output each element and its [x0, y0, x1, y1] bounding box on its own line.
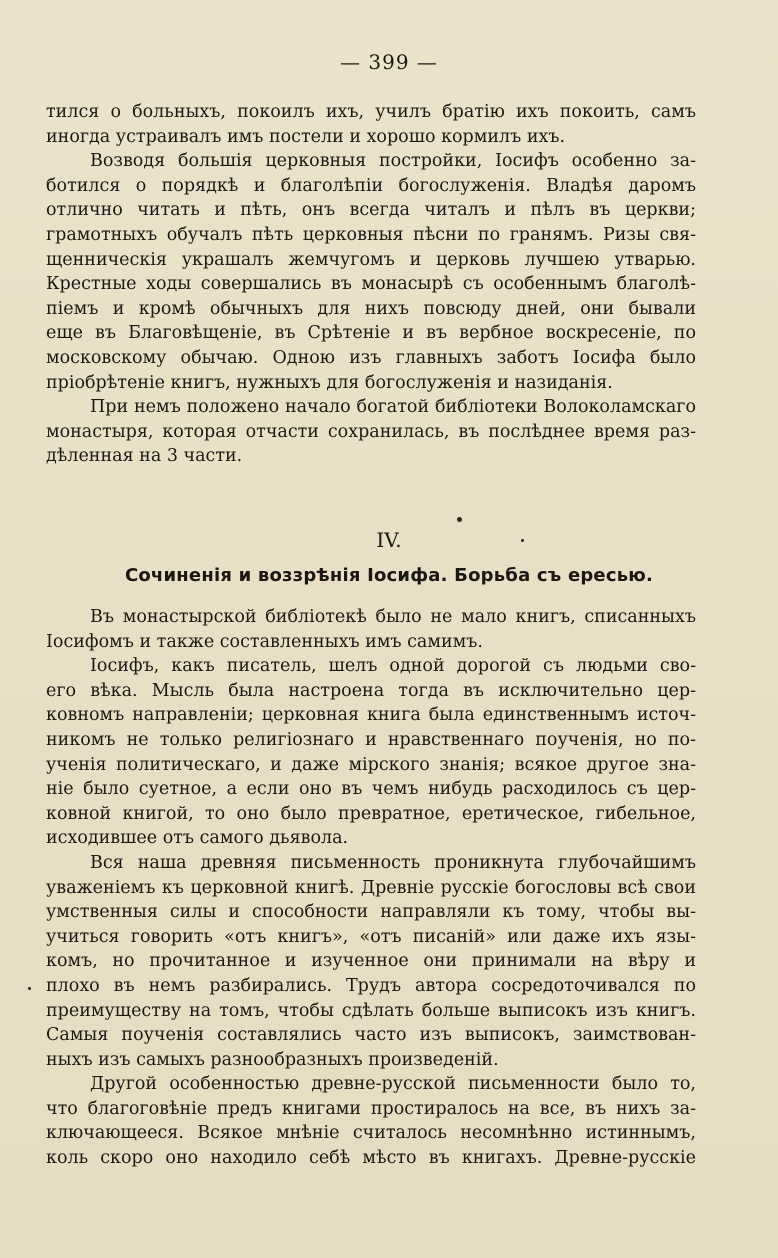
print-speck [28, 987, 31, 990]
text-line: еще въ Благовѣщеніе, въ Срѣтеніе и въ вербное воскресеніе, по [46, 323, 696, 344]
text-line: плохо въ немъ разбирались. Трудъ автора сосредоточивался по [46, 975, 696, 996]
text-line: его вѣка. Мысль была настроена тогда въ исключительно цер- [46, 680, 696, 701]
text-line: ковной книгой, то оно было превратное, еретическое, гибельное, [46, 803, 696, 824]
text-line: ученія политическаго, и даже мірского знанія; всякое другое зна- [46, 754, 696, 775]
text-line: тился о больныхъ, покоилъ ихъ, училъ братію ихъ покоить, самъ [46, 102, 696, 122]
text-line: піемъ и кромѣ обычныхъ для нихъ повсюду дней, они бывали [46, 298, 696, 319]
text-line: монастыря, которая отчасти сохранилась, въ послѣднее время раз- [46, 421, 696, 442]
text-line: отлично читать и пѣть, онъ всегда читалъ и пѣлъ въ церкви; [46, 200, 696, 221]
text-line: Возводя большія церковныя постройки, Іосифъ особенно за- [90, 151, 696, 172]
text-line: дѣленная на 3 части. [46, 446, 243, 467]
paragraph [46, 149, 696, 395]
text-line: ботился о порядкѣ и благолѣпіи богослуженія. Владѣя даромъ [46, 175, 696, 196]
print-speck [521, 539, 524, 542]
text-line: никомъ не только религіознаго и нравственнаго поученія, но по- [46, 729, 696, 750]
text-line: При немъ положено начало богатой библіотеки Волоколамскаго [90, 397, 696, 418]
text-line: коль скоро оно находило себѣ мѣсто въ книгахъ. Древне-русскіе [46, 1148, 696, 1169]
text-line: умственныя силы и способности направляли къ тому, чтобы вы- [46, 902, 696, 923]
text-block-top [46, 100, 696, 469]
text-line: грамотныхъ обучалъ пѣть церковныя пѣсни по гранямъ. Ризы свя- [46, 224, 696, 245]
text-line: пріобрѣтеніе книгъ, нужныхъ для богослуженія и назиданія. [46, 372, 613, 393]
section-number: IV. [376, 528, 402, 552]
text-line: ковномъ направленіи; церковная книга была единственнымъ источ- [46, 705, 696, 726]
text-line: московскому обычаю. Одною изъ главныхъ заботъ Іосифа было [46, 347, 696, 368]
text-line: комъ, но прочитанное и изученное они принимали на вѣру и [46, 951, 696, 972]
text-line: ключающееся. Всякое мнѣніе считалось несомнѣнно истиннымъ, [46, 1123, 696, 1144]
print-speck [457, 517, 462, 522]
text-line: Іосифъ, какъ писатель, шелъ одной дорогой съ людьми сво- [90, 656, 696, 677]
text-line: уваженіемъ къ церковной книгѣ. Древніе русскіе богословы всѣ свои [46, 877, 696, 898]
text-line: что благоговѣніе предъ книгами простиралось на все, въ нихъ за- [46, 1098, 696, 1119]
text-line: ныхъ изъ самыхъ разнообразныхъ произведеній. [46, 1049, 499, 1070]
paragraph [46, 654, 696, 851]
text-line: Вся наша древняя письменность проникнута глубочайшимъ [90, 852, 696, 873]
text-line: преимуществу на томъ, чтобы сдѣлать больше выписокъ изъ книгъ. [46, 1000, 696, 1021]
paragraph [46, 1072, 696, 1170]
text-line: Самыя поученія составлялись часто изъ выписокъ, заимствован- [46, 1025, 696, 1046]
paragraph [46, 100, 696, 149]
paragraph [46, 395, 696, 469]
text-line: щенническія украшалъ жемчугомъ и церковь лучшею утварью. [46, 249, 696, 270]
page-number: — 399 — [340, 50, 438, 74]
paragraph [46, 605, 696, 654]
text-line: иногда устраивалъ имъ постели и хорошо кормилъ ихъ. [46, 126, 566, 147]
paragraph [46, 851, 696, 1072]
text-line: Въ монастырской библіотекѣ было не мало книгъ, списанныхъ [90, 607, 696, 627]
text-line: исходившее отъ самого дьявола. [46, 828, 349, 849]
text-line: Іосифомъ и также составленныхъ имъ самимъ. [46, 631, 483, 652]
text-line: Крестные ходы совершались въ монасырѣ съ особеннымъ благолѣ- [46, 274, 696, 295]
text-line: Другой особенностью древне-русской письменности было то, [90, 1074, 696, 1095]
section-title: Сочиненія и воззрѣнія Іосифа. Борьба съ ересью. [124, 565, 654, 586]
text-block-bottom [46, 605, 696, 1171]
text-line: ніе было суетное, а если оно въ чемъ нибудь расходилось съ цер- [46, 779, 696, 800]
text-line: учиться говорить «отъ книгъ», «отъ писаній» или даже ихъ язы- [46, 926, 696, 947]
